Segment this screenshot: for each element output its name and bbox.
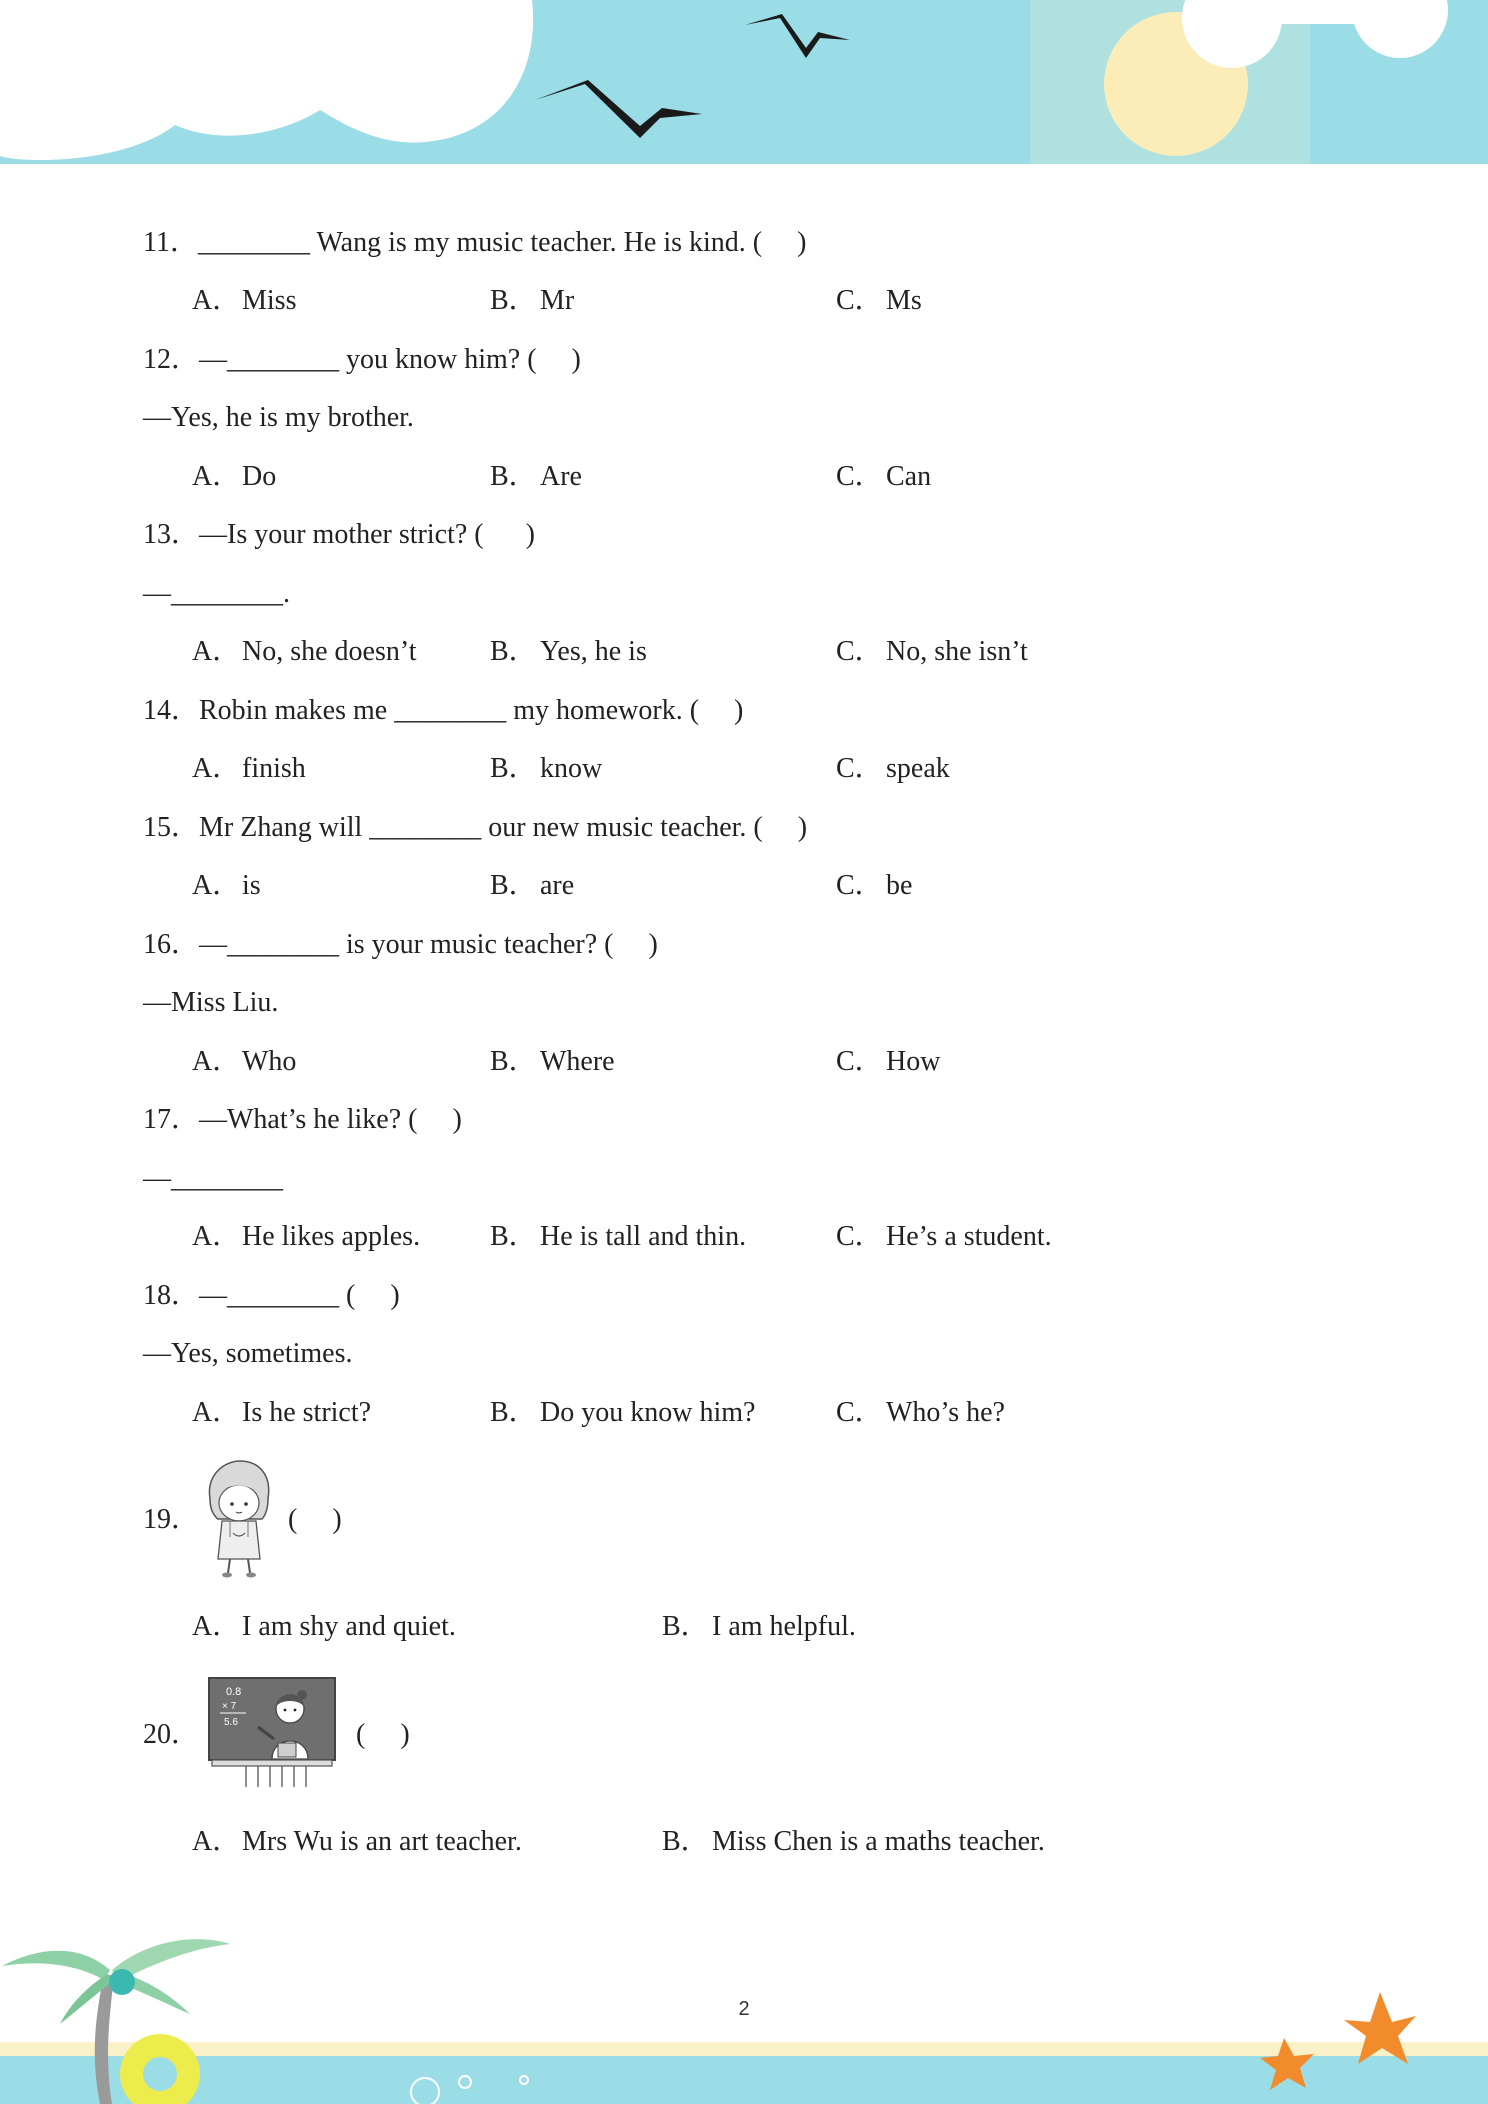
option-b: B． Do you know him? bbox=[490, 1397, 756, 1428]
option-a: A．No, she doesn’t bbox=[192, 636, 417, 667]
option-a: A．finish bbox=[192, 753, 306, 784]
option-c: C． He’s a student. bbox=[836, 1221, 1052, 1252]
option-b: B． Miss Chen is a maths teacher. bbox=[662, 1826, 1045, 1857]
question-15-stem: 15．Mr Zhang will ________ our new music teacher. ( ) bbox=[143, 812, 808, 843]
question-19-paren: ( ) bbox=[288, 1504, 342, 1535]
option-b: B． are bbox=[490, 870, 575, 901]
question-18-options bbox=[0, 1396, 1488, 1430]
question-16-stem: 16．—________ is your music teacher? ( ) bbox=[143, 929, 658, 960]
question-16-options bbox=[0, 1045, 1488, 1079]
option-c: C． Can bbox=[836, 461, 932, 492]
option-c: C． How bbox=[836, 1046, 941, 1077]
option-b: B． Yes, he is bbox=[490, 636, 647, 667]
shy-girl-picture bbox=[200, 1459, 276, 1579]
question-13-reply: —________. bbox=[143, 578, 290, 609]
question-19-options bbox=[0, 1610, 1488, 1644]
option-c: C． Ms bbox=[836, 285, 922, 316]
question-20-paren: ( ) bbox=[356, 1719, 410, 1750]
question-19-number: 19． bbox=[143, 1504, 200, 1535]
blackboard-line-1: 0.8 bbox=[226, 1686, 242, 1698]
question-11-stem: 11．________ Wang is my music teacher. He is kind. ( ) bbox=[143, 227, 807, 258]
question-18-reply: —Yes, sometimes. bbox=[143, 1338, 353, 1369]
page-number: 2 bbox=[738, 1998, 750, 2020]
option-a: A．Who bbox=[192, 1046, 297, 1077]
question-12-reply: —Yes, he is my brother. bbox=[143, 402, 414, 433]
blackboard-line-2: × 7 bbox=[222, 1701, 237, 1712]
option-a: A．Do bbox=[192, 461, 277, 492]
option-b: B． I am helpful. bbox=[662, 1611, 856, 1642]
option-a: A．He likes apples. bbox=[192, 1221, 421, 1252]
option-c: C． Who’s he? bbox=[836, 1397, 1005, 1428]
blackboard-line-3: 5.6 bbox=[224, 1717, 238, 1728]
option-b: B． He is tall and thin. bbox=[490, 1221, 747, 1252]
question-12-options bbox=[0, 460, 1488, 494]
question-15-options bbox=[0, 869, 1488, 903]
question-12-stem: 12．—________ you know him? ( ) bbox=[143, 344, 581, 375]
option-a: A．Is he strict? bbox=[192, 1397, 372, 1428]
header-sky-decoration bbox=[0, 0, 1488, 170]
question-20-number: 20． bbox=[143, 1719, 200, 1750]
question-14-stem: 14．Robin makes me ________ my homework. ( ) bbox=[143, 695, 744, 726]
option-c: C． speak bbox=[836, 753, 950, 784]
question-17-stem: 17．—What’s he like? ( ) bbox=[143, 1104, 462, 1135]
teacher-blackboard-picture bbox=[208, 1677, 336, 1789]
option-b: B． Are bbox=[490, 461, 582, 492]
option-a: A．I am shy and quiet. bbox=[192, 1611, 456, 1642]
question-17-options bbox=[0, 1220, 1488, 1254]
option-a: A．is bbox=[192, 870, 261, 901]
question-11-options bbox=[0, 284, 1488, 318]
option-b: B． Where bbox=[490, 1046, 615, 1077]
question-20-options bbox=[0, 1825, 1488, 1859]
question-16-reply: —Miss Liu. bbox=[143, 987, 279, 1018]
question-18-stem: 18．—________ ( ) bbox=[143, 1280, 400, 1311]
option-c: C． be bbox=[836, 870, 913, 901]
option-c: C． No, she isn’t bbox=[836, 636, 1028, 667]
question-14-options bbox=[0, 752, 1488, 786]
question-13-stem: 13．—Is your mother strict? ( ) bbox=[143, 519, 535, 550]
question-17-reply: —________ bbox=[143, 1163, 283, 1194]
option-b: B． Mr bbox=[490, 285, 575, 316]
question-13-options bbox=[0, 635, 1488, 669]
option-b: B． know bbox=[490, 753, 603, 784]
option-a: A．Mrs Wu is an art teacher. bbox=[192, 1826, 522, 1857]
option-a: A．Miss bbox=[192, 285, 297, 316]
